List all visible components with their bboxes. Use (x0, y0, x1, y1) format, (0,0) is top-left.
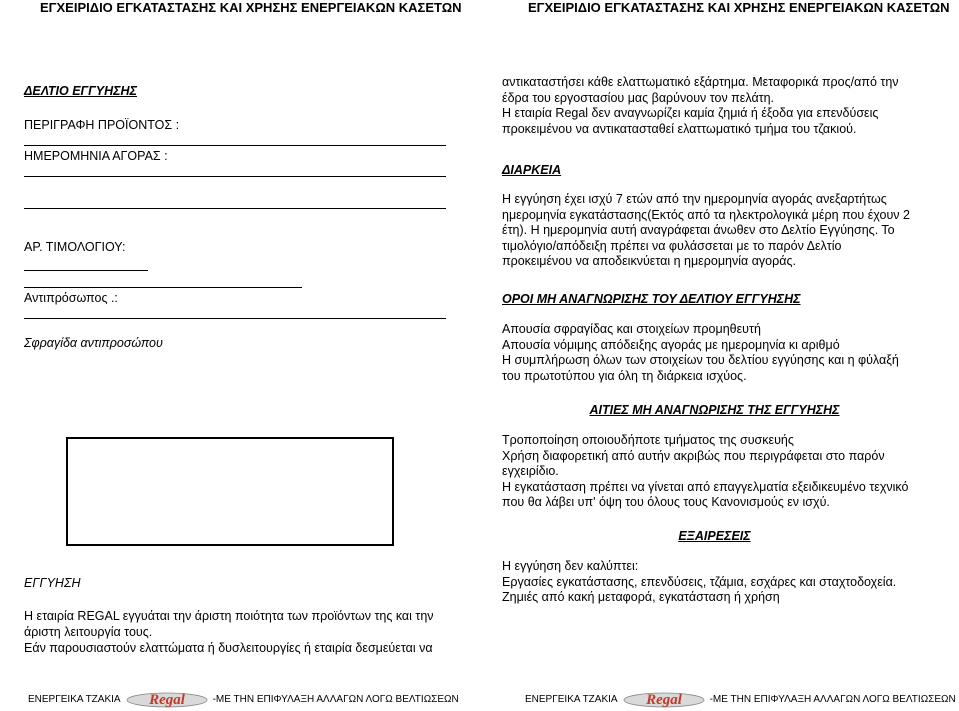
purchase-date-label: ΗΜΕΡΟΜΗΝΙΑ ΑΓΟΡΑΣ : (24, 149, 168, 163)
invoice-number-label: ΑΡ. ΤΙΜΟΛΟΓΙΟΥ: (24, 240, 126, 254)
regal-logo (125, 690, 209, 708)
purchase-date-line (24, 176, 446, 177)
intro-paragraph (502, 75, 927, 137)
warranty-text-line: Εάν παρουσιαστούν ελαττώματα ή δυσλειτουργίες ή εταιρία δεσμεύεται να (24, 641, 433, 655)
regal-logo (622, 690, 706, 708)
causes-paragraph (502, 433, 927, 511)
exceptions-line: Η εγγύηση δεν καλύπτει: (502, 559, 639, 573)
duration-title: ΔΙΑΡΚΕΙΑ (502, 163, 562, 177)
footer-right (525, 690, 956, 708)
intro-line: Η εταιρία Regal δεν αναγνωρίζει καμία ζημιά ή έξοδα για επενδύσεις (502, 106, 879, 120)
duration-line: προκειμένου να αποδεικνύεται η ημερομηνία αγοράς. (502, 254, 796, 268)
duration-line: τιμολόγιο/απόδειξη πρέπει να φυλάσσεται με το παρόν Δελτίο (502, 238, 842, 253)
header-left-title: ΕΓΧΕΙΡΙΔΙΟ ΕΓΚΑΤΑΣΤΑΣΗΣ ΚΑΙ ΧΡΗΣΗΣ ΕΝΕΡΓΕΙΑΚΩΝ ΚΑΣΕΤΩΝ (40, 0, 462, 15)
footer-left-suffix: -ΜΕ ΤΗΝ ΕΠΙΦΥΛΑΞΗ ΑΛΛΑΓΩΝ ΛΟΓΩ ΒΕΛΤΙΩΣΕΩΝ (212, 693, 459, 705)
duration-line: ημερομηνία εγκατάστασης(Εκτός από τα ηλεκτρολογικά μέρη που έχουν 2 (502, 207, 910, 222)
causes-line: Χρήση διαφορετική από αυτήν ακριβώς που περιγράφεται στο παρόν (502, 448, 885, 463)
causes-line: που θα λάβει υπ' όψη του όλους τους Κανονισμούς εν ισχύ. (502, 495, 830, 509)
terms-line: του πρωτοτύπου για όλη τη διάρκεια ισχύος. (502, 368, 747, 383)
product-description-line (24, 145, 446, 146)
stamp-label: Σφραγίδα αντιπροσώπου (24, 336, 163, 350)
causes-line: εγχειρίδιο. (502, 464, 559, 478)
causes-title: ΑΙΤΙΕΣ ΜΗ ΑΝΑΓΝΩΡΙΣΗΣ ΤΗΣ ΕΓΓΥΗΣΗΣ (589, 403, 840, 417)
warranty-section-title: ΕΓΓΥΗΣΗ (24, 576, 81, 590)
representative-label: Αντιπρόσωπος .: (24, 291, 118, 305)
exceptions-paragraph (502, 559, 927, 606)
exceptions-line: Ζημιές από κακή μεταφορά, εγκατάσταση ή χρήση (502, 590, 780, 604)
stamp-box (66, 437, 394, 546)
terms-paragraph (502, 322, 927, 384)
terms-line: Η συμπλήρωση όλων των στοιχείων του δελτίου εγγύησης και η φύλαξή (502, 353, 899, 367)
footer-left-prefix: ΕΝΕΡΓΕΙΚΑ ΤΖΑΚΙΑ (28, 693, 121, 705)
warranty-text-line: άριστη λειτουργία τους. (24, 625, 153, 639)
exceptions-line: Εργασίες εγκατάστασης, επενδύσεις, τζάμια, εσχάρες και σταχτοδοχεία. (502, 574, 897, 589)
intro-line: έδρα του εργοστασίου μας βαρύνουν τον πελάτη. (502, 90, 775, 105)
footer-left (28, 690, 459, 708)
terms-title: ΟΡΟΙ ΜΗ ΑΝΑΓΝΩΡΙΣΗΣ ΤΟΥ ΔΕΛΤΙΟΥ ΕΓΓΥΗΣΗΣ (502, 292, 801, 306)
terms-line: Απουσία σφραγίδας και στοιχείων προμηθευτή (502, 322, 761, 336)
product-description-label: ΠΕΡΙΓΡΑΦΗ ΠΡΟΪΟΝΤΟΣ : (24, 118, 180, 132)
footer-right-suffix: -ΜΕ ΤΗΝ ΕΠΙΦΥΛΑΞΗ ΑΛΛΑΓΩΝ ΛΟΓΩ ΒΕΛΤΙΩΣΕΩΝ (709, 693, 956, 705)
duration-line: Η εγγύηση έχει ισχύ 7 ετών από την ημερομηνία αγοράς ανεξαρτήτως (502, 192, 887, 206)
intro-line: αντικαταστήσει κάθε ελαττωματικό εξάρτημα. Μεταφορικά προς/από την (502, 75, 899, 89)
warranty-text (24, 608, 464, 656)
warranty-card-title: ΔΕΛΤΙΟ ΕΓΓΥΗΣΗΣ (24, 84, 137, 98)
causes-line: Τροποποίηση οποιουδήποτε τμήματος της συσκευής (502, 433, 794, 447)
terms-line: Απουσία νόμιμης απόδειξης αγοράς με ημερομηνία κι αριθμό (502, 337, 840, 352)
duration-line: έτη). Η ημερομηνία αυτή αναγράφεται άνωθεν στο Δελτίο Εγγύησης. Το (502, 223, 895, 237)
representative-line (24, 318, 446, 319)
invoice-number-line (24, 270, 148, 271)
causes-line: Η εγκατάσταση πρέπει να γίνεται από επαγγελματία εξειδικευμένο τεχνικό (502, 479, 909, 494)
header-right-title: ΕΓΧΕΙΡΙΔΙΟ ΕΓΚΑΤΑΣΤΑΣΗΣ ΚΑΙ ΧΡΗΣΗΣ ΕΝΕΡΓΕΙΑΚΩΝ ΚΑΣΕΤΩΝ (528, 0, 950, 15)
blank-line (24, 208, 446, 209)
svg-text:Regal: Regal (645, 692, 682, 708)
intro-line: προκειμένου να αντικατασταθεί ελαττωματικό τμήμα του τζακιού. (502, 121, 857, 136)
svg-text:Regal: Regal (148, 692, 185, 708)
footer-right-prefix: ΕΝΕΡΓΕΙΚΑ ΤΖΑΚΙΑ (525, 693, 618, 705)
exceptions-title: ΕΞΑΙΡΕΣΕΙΣ (678, 529, 751, 543)
warranty-text-line: Η εταιρία REGAL εγγυάται την άριστη ποιότητα των προϊόντων της και την (24, 609, 434, 623)
invoice-extra-line (24, 287, 302, 288)
duration-paragraph (502, 192, 927, 270)
